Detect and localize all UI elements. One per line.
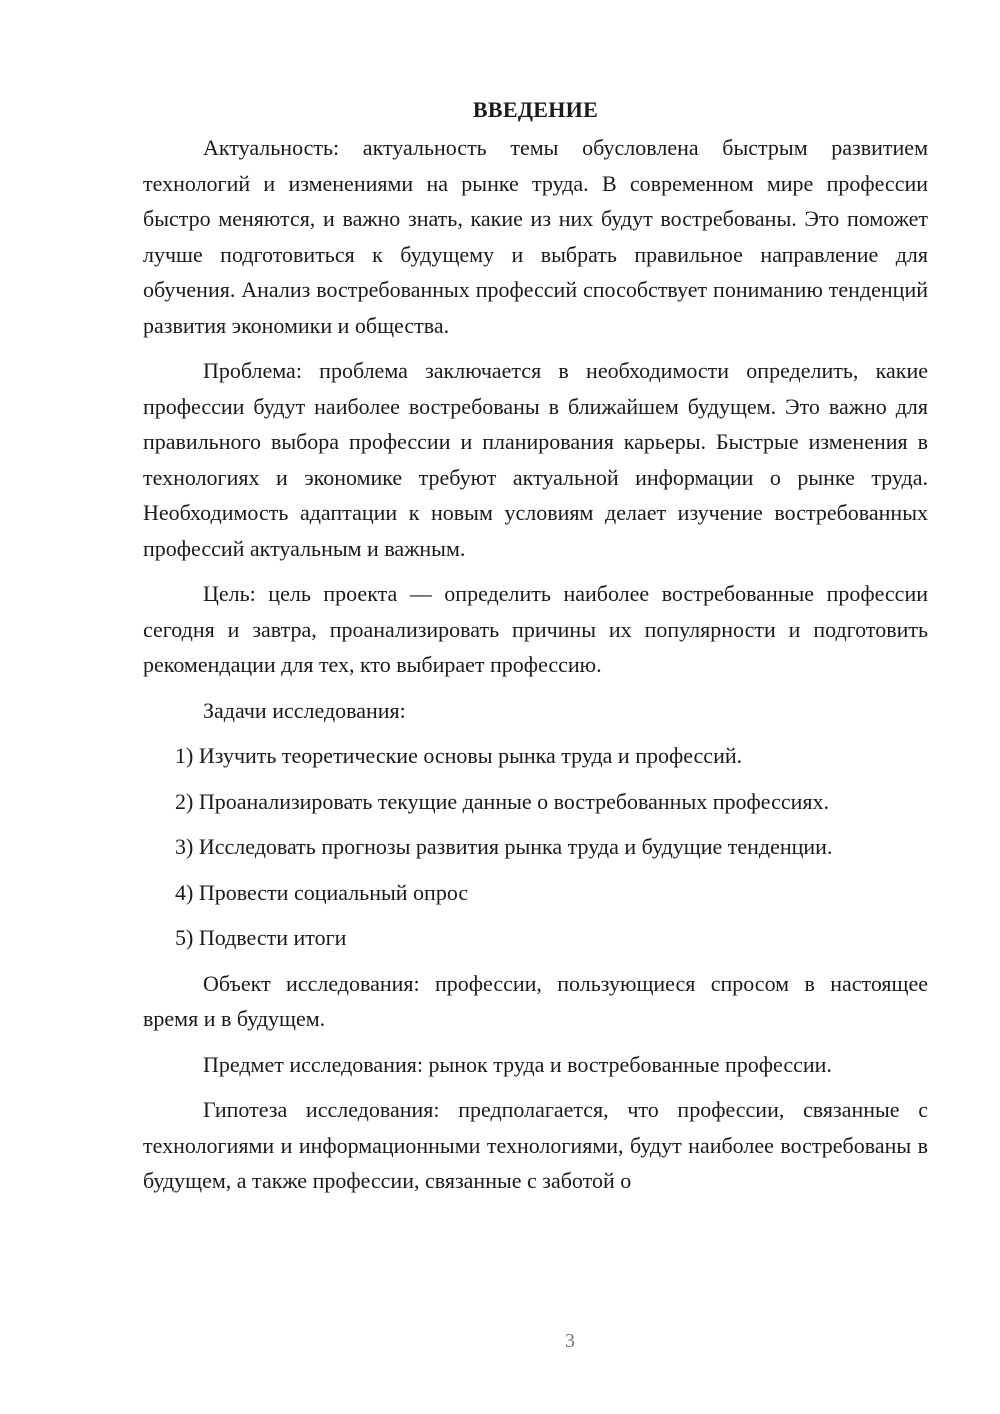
paragraph-problem: Проблема: проблема заключается в необходимости определить, какие профессии будут наиболее востребованы в ближайшем будущем. Это важно для правильного выбора профессии и планирования карьеры. Быстрые изменения в технологиях и экономике требуют актуальной информации о рынке труда. Необходимость адаптации к новым условиям делает изучение востребованных профессий актуальным и важным. [143, 358, 928, 561]
paragraph-object: Объект исследования: профессии, пользующиеся спросом в настоящее время и в будущем. [143, 970, 928, 1031]
list-item: 5) Подвести итоги [175, 925, 347, 950]
paragraph-relevance: Актуальность: актуальность темы обусловлена быстрым развитием технологий и изменениями на рынке труда. В современном мире профессии быстро меняются, и важно знать, какие из них будут востребованы. Это поможет лучше подготовиться к будущему и выбрать правильное направление для обучения. Анализ востребованных профессий способствует пониманию тенденций развития экономики и общества. [143, 135, 928, 338]
paragraph-hypothesis: Гипотеза исследования: предполагается, что профессии, связанные с технологиями и информационными технологиями, будут наиболее востребованы в будущем, а также профессии, связанные с заботой о [143, 1097, 928, 1193]
list-item: 2) Проанализировать текущие данные о востребованных профессиях. [175, 788, 829, 814]
tasks-heading: Задачи исследования: [203, 697, 406, 723]
page-title: ВВЕДЕНИЕ [472, 97, 599, 122]
list-item: 3) Исследовать прогнозы развития рынка труда и будущие тенденции. [175, 834, 833, 859]
list-item: 4) Провести социальный опрос [175, 879, 469, 905]
tasks-list [143, 738, 928, 956]
document-page [143, 92, 928, 1209]
paragraph-subject: Предмет исследования: рынок труда и востребованные профессии. [203, 1051, 832, 1077]
list-item: 1) Изучить теоретические основы рынка труда и профессий. [175, 743, 743, 768]
paragraph-goal: Цель: цель проекта — определить наиболее востребованные профессии сегодня и завтра, проанализировать причины их популярности и подготовить рекомендации для тех, кто выбирает профессию. [143, 581, 928, 677]
page-number: 3 [565, 1330, 575, 1352]
